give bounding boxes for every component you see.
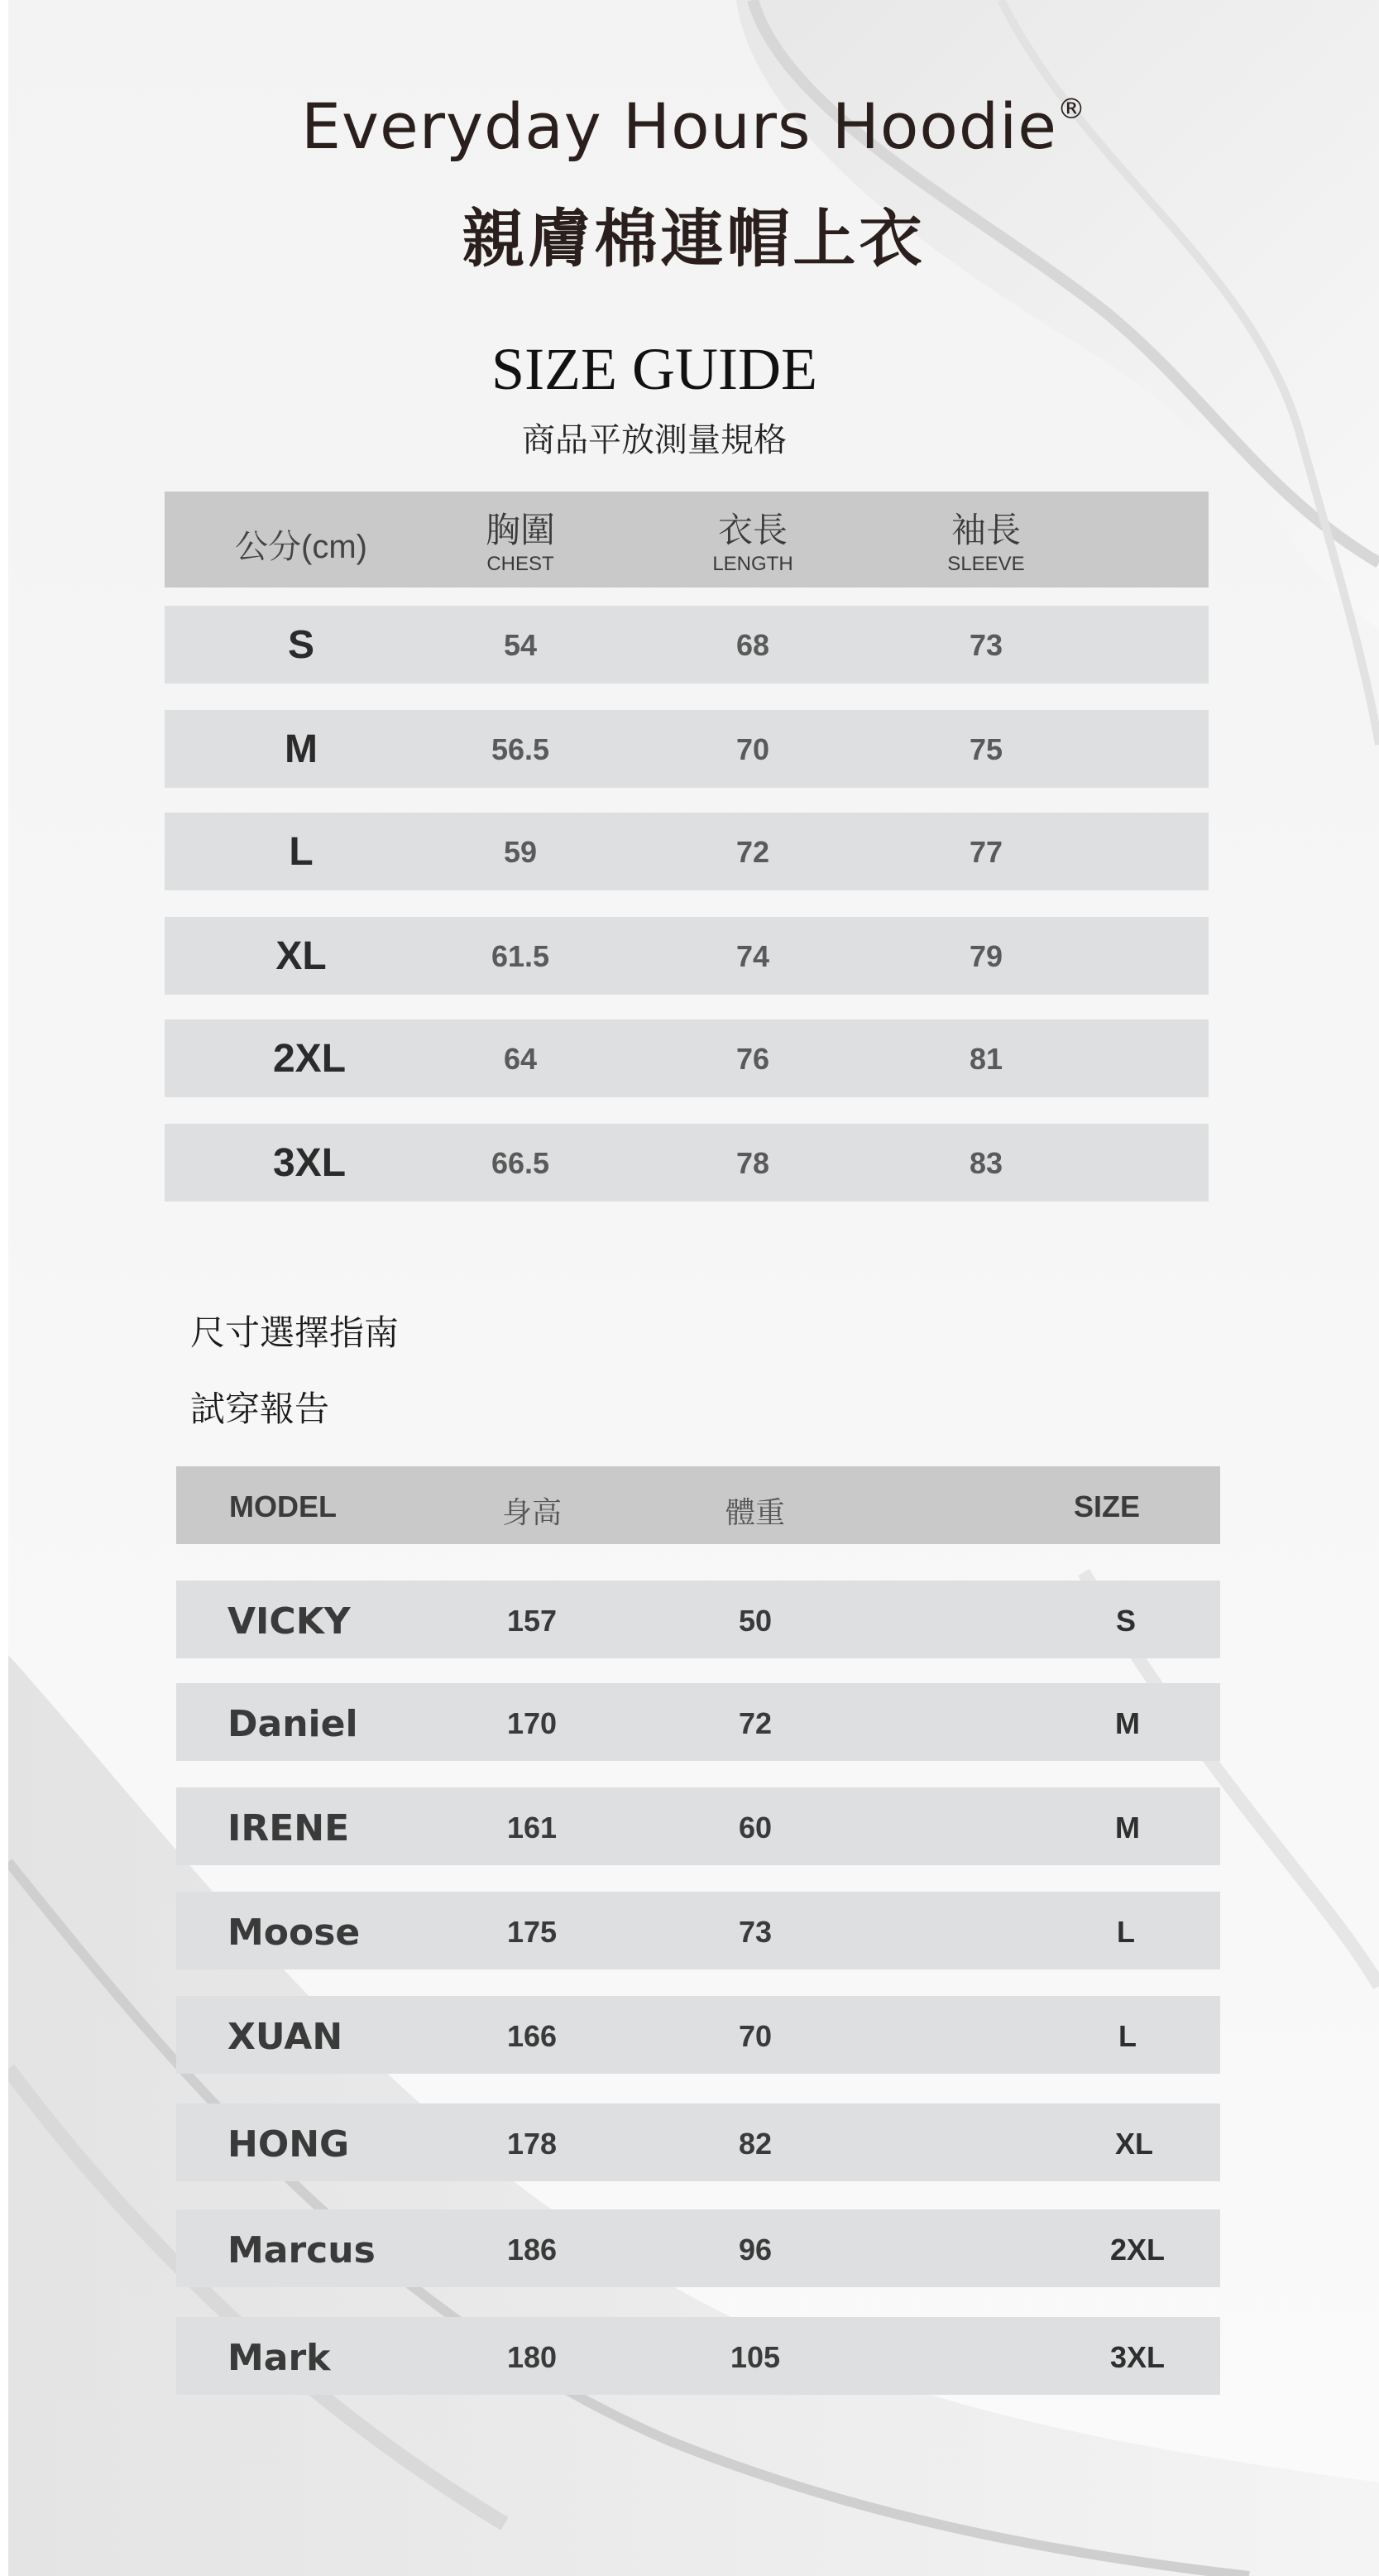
model-row: [176, 2103, 1220, 2181]
model-size: XL: [1114, 2127, 1154, 2161]
chest-value: 66.5: [491, 1146, 550, 1180]
size-header: SIZE: [1074, 1489, 1141, 1523]
model-row: [176, 1892, 1220, 1969]
weight-header: 體重: [725, 1495, 786, 1529]
model-name: VICKY: [227, 1600, 351, 1643]
sleeve-value: 77: [969, 835, 1003, 869]
chest-value: 64: [503, 1042, 538, 1076]
chest-header-en: CHEST: [486, 553, 554, 575]
chest-value: 59: [503, 835, 538, 869]
length-value: 68: [735, 628, 770, 662]
model-name: Moose: [227, 1912, 361, 1954]
model-height: 186: [506, 2233, 558, 2267]
model-row: [176, 1581, 1220, 1658]
model-size: S: [1115, 1604, 1137, 1638]
size-row: [165, 1019, 1209, 1097]
size-row: [165, 606, 1209, 684]
model-weight: 73: [738, 1915, 773, 1949]
length-value: 74: [735, 939, 770, 973]
model-height: 161: [506, 1811, 558, 1844]
model-name: Marcus: [227, 2229, 376, 2271]
model-weight: 96: [738, 2233, 773, 2267]
model-height: 175: [506, 1915, 558, 1949]
fit-guide-title: 尺寸選擇指南: [190, 1313, 400, 1352]
model-weight: 50: [738, 1604, 773, 1638]
sleeve-value: 81: [969, 1042, 1003, 1076]
model-row: [176, 1996, 1220, 2074]
model-weight: 60: [738, 1811, 773, 1844]
size-guide-subtitle: 商品平放測量規格: [522, 422, 787, 458]
sleeve-header-zh: 袖長: [950, 511, 1022, 549]
model-name: HONG: [227, 2123, 350, 2166]
model-size: L: [1117, 1915, 1135, 1949]
chest-value: 54: [503, 628, 538, 662]
unit-header: 公分(cm): [235, 529, 367, 565]
sleeve-value: 73: [969, 628, 1003, 662]
sleeve-value: 83: [969, 1146, 1003, 1180]
model-size: 3XL: [1109, 2340, 1166, 2374]
size-label: M: [285, 727, 318, 771]
length-value: 70: [735, 732, 770, 766]
size-label: L: [289, 830, 314, 874]
model-name: XUAN: [227, 2016, 343, 2058]
model-name: IRENE: [227, 1807, 350, 1849]
size-row: [165, 813, 1209, 890]
model-weight: 105: [730, 2340, 781, 2374]
length-value: 72: [735, 835, 770, 869]
model-height: 170: [506, 1706, 558, 1740]
product-title-zh: 親膚棉連帽上衣: [462, 204, 926, 275]
model-height: 166: [506, 2019, 558, 2053]
model-size: L: [1118, 2019, 1137, 2053]
model-name: Mark: [227, 2337, 331, 2379]
size-guide-title: SIZE GUIDE: [491, 336, 817, 402]
length-value: 78: [735, 1146, 770, 1180]
model-row: [176, 1787, 1220, 1865]
length-header-en: LENGTH: [712, 553, 793, 575]
model-size: M: [1115, 1811, 1140, 1844]
size-label: 2XL: [272, 1037, 347, 1081]
sleeve-header-en: SLEEVE: [947, 553, 1025, 575]
model-height: 180: [506, 2340, 558, 2374]
size-label: XL: [275, 934, 327, 978]
model-weight: 70: [738, 2019, 773, 2053]
size-table-header: [165, 492, 1209, 588]
size-label: S: [287, 623, 315, 667]
product-title-en: Everyday Hours Hoodie®: [301, 89, 1086, 163]
model-name: Daniel: [227, 1703, 358, 1745]
chest-header-zh: 胸圍: [485, 511, 556, 549]
height-header: 身高: [501, 1495, 563, 1529]
size-row: [165, 917, 1209, 995]
model-row: [176, 2317, 1220, 2395]
model-size: M: [1115, 1706, 1140, 1740]
model-table-header: [176, 1466, 1220, 1544]
model-weight: 72: [738, 1706, 773, 1740]
model-height: 157: [506, 1604, 558, 1638]
model-size: 2XL: [1109, 2233, 1166, 2267]
chest-value: 56.5: [491, 732, 550, 766]
fit-report-title: 試穿報告: [190, 1389, 330, 1428]
size-row: [165, 1124, 1209, 1202]
length-header-zh: 衣長: [717, 511, 788, 549]
model-row: [176, 1683, 1220, 1761]
sleeve-value: 75: [969, 732, 1003, 766]
length-value: 76: [735, 1042, 770, 1076]
model-weight: 82: [738, 2127, 773, 2161]
size-row: [165, 710, 1209, 788]
size-label: 3XL: [272, 1141, 347, 1185]
model-row: [176, 2209, 1220, 2287]
model-height: 178: [506, 2127, 558, 2161]
page: [8, 0, 1379, 2576]
sleeve-value: 79: [969, 939, 1003, 973]
chest-value: 61.5: [491, 939, 550, 973]
model-header: MODEL: [229, 1489, 337, 1523]
